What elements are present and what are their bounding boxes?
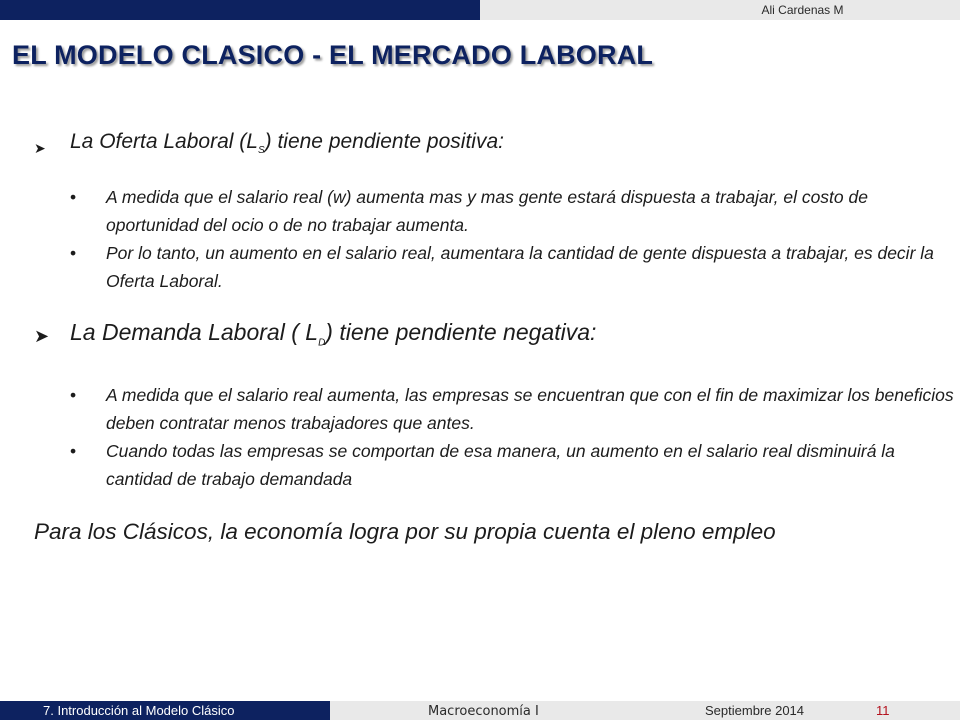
demand-heading-subscript: D xyxy=(318,337,326,349)
demand-bullet-text: Cuando todas las empresas se comportan de esa manera, un aumento en el salario real disminuirá la cantidad de trabajo demandada xyxy=(106,440,895,489)
supply-bullet xyxy=(70,239,954,295)
demand-bullet xyxy=(70,437,954,493)
supply-bullet-list xyxy=(70,183,954,295)
supply-heading-pre: La Oferta Laboral (L xyxy=(70,130,258,153)
demand-heading xyxy=(34,317,954,359)
arrow-bullet-icon: ➤ xyxy=(34,326,50,347)
footer-date: Septiembre 2014 xyxy=(630,701,850,720)
supply-heading-post: ) tiene pendiente positiva: xyxy=(264,130,504,153)
footer-course: Macroeconomía I xyxy=(330,701,630,720)
demand-heading-post: ) tiene pendiente negativa: xyxy=(325,319,597,346)
supply-bullet-text: A medida que el salario real (w) aumenta mas y mas gente estará dispuesta a trabajar, el costo de oportunidad del ocio o de no trabajar aumenta. xyxy=(106,187,868,236)
demand-bullet-list xyxy=(70,381,954,493)
demand-heading-pre: La Demanda Laboral ( L xyxy=(70,319,319,346)
supply-bullet xyxy=(70,183,954,239)
top-bar-dark xyxy=(0,0,480,20)
dot-bullet-icon: • xyxy=(70,187,77,208)
footer-section: 7. Introducción al Modelo Clásico xyxy=(0,701,330,720)
conclusion-text: Para los Clásicos, la economía logra por su propia cuenta el pleno empleo xyxy=(34,518,776,544)
supply-heading-subscript: S xyxy=(257,145,265,157)
arrow-bullet-icon: ➤ xyxy=(34,140,46,156)
dot-bullet-icon: • xyxy=(70,243,77,264)
slide-content xyxy=(34,128,954,546)
slide-title: EL MODELO CLASICO - EL MERCADO LABORAL xyxy=(12,40,654,70)
dot-bullet-icon: • xyxy=(70,440,77,461)
supply-bullet-text: Por lo tanto, un aumento en el salario real, aumentara la cantidad de gente dispuesta a trabajar, es decir la Oferta Laboral. xyxy=(106,243,934,292)
author-name: Ali Cardenas M xyxy=(761,3,844,17)
supply-heading xyxy=(34,128,954,165)
demand-bullet xyxy=(70,381,954,437)
demand-bullet-text: A medida que el salario real aumenta, las empresas se encuentran que con el fin de maximizar los beneficios deben contratar menos trabajadores que antes. xyxy=(106,384,954,433)
page-number: 11 xyxy=(850,701,960,720)
dot-bullet-icon: • xyxy=(70,384,77,405)
